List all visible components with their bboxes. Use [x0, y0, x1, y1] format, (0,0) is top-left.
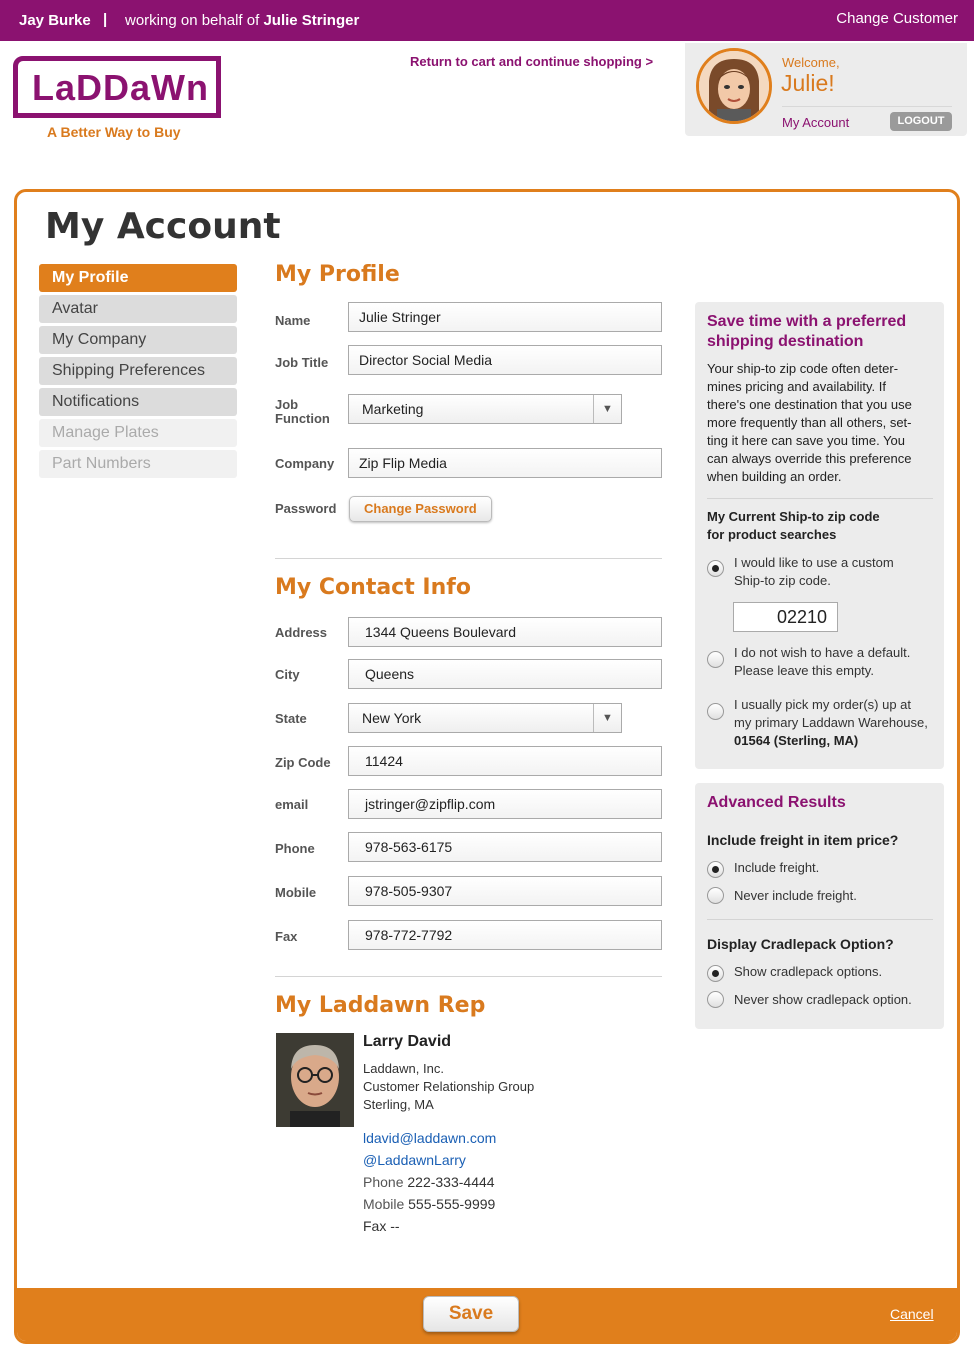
never-show-cradlepack-radio[interactable] — [707, 991, 724, 1008]
advanced-results-box — [695, 783, 944, 1029]
state-label: State — [275, 711, 307, 726]
sidenav-item-my-company[interactable]: My Company — [39, 326, 237, 354]
agent-name: Jay Burke — [19, 12, 91, 29]
avatar-cartoon-icon — [699, 51, 769, 121]
city-field[interactable]: Queens — [348, 659, 662, 689]
advanced-divider — [707, 919, 933, 920]
rep-location: Sterling, MA — [363, 1097, 434, 1112]
include-freight-label: Include freight. — [734, 860, 820, 875]
save-button[interactable]: Save — [423, 1296, 519, 1332]
cancel-link[interactable]: Cancel — [890, 1306, 934, 1322]
shipping-box-description — [707, 360, 912, 486]
shipping-box-heading — [707, 312, 906, 352]
user-box-divider — [782, 106, 952, 107]
mobile-label: Mobile — [275, 885, 317, 900]
rep-mobile — [363, 1196, 495, 1212]
never-include-freight-label: Never include freight. — [734, 888, 857, 903]
show-cradlepack-radio[interactable] — [707, 965, 724, 982]
job-title-field[interactable]: Director Social Media — [348, 345, 662, 375]
cradlepack-question: Display Cradlepack Option? — [707, 936, 894, 952]
logo-text: LaDDaWn — [32, 67, 209, 108]
sidenav-item-shipping-preferences[interactable]: Shipping Preferences — [39, 357, 237, 385]
rep-photo — [276, 1033, 354, 1127]
no-default-line2: Please leave this empty. — [734, 663, 874, 678]
email-label: email — [275, 797, 309, 812]
page-title: My Account — [45, 206, 281, 247]
chevron-down-icon: ▼ — [593, 395, 621, 423]
shipping-desc-line: when building an order. — [707, 469, 842, 484]
name-label: Name — [275, 313, 311, 328]
no-default-radio[interactable] — [707, 651, 724, 668]
customer-name: Julie Stringer — [263, 12, 360, 29]
address-field[interactable]: 1344 Queens Boulevard — [348, 617, 662, 647]
shipping-desc-line: can always override this preference — [707, 451, 912, 466]
welcome-text: Welcome, — [782, 55, 840, 70]
warehouse-pickup-option-label — [734, 696, 928, 750]
shipping-box-divider — [707, 498, 933, 499]
shipping-desc-line: more frequently than all others, set- — [707, 415, 912, 430]
rep-phone-value: 222-333-4444 — [407, 1174, 495, 1190]
state-value: New York — [362, 710, 422, 726]
ship-zip-question-line1: My Current Ship-to zip code — [707, 509, 880, 524]
account-panel — [14, 189, 960, 1344]
fax-label: Fax — [275, 929, 298, 944]
pickup-line2: my primary Laddawn Warehouse, — [734, 715, 928, 730]
pickup-line1: I usually pick my order(s) up at — [734, 697, 912, 712]
company-label: Company — [275, 456, 335, 471]
no-default-line1: I do not wish to have a default. — [734, 645, 911, 660]
rep-fax-label: Fax — [363, 1218, 387, 1234]
my-profile-heading: My Profile — [275, 262, 400, 287]
custom-zip-option-label — [734, 554, 894, 590]
job-function-label-line2: Function — [275, 411, 330, 426]
sidenav-item-part-numbers: Part Numbers — [39, 450, 237, 478]
return-to-cart-link[interactable]: Return to cart and continue shopping > — [410, 54, 654, 69]
pickup-warehouse-zip: 01564 (Sterling, MA) — [734, 733, 859, 748]
section-divider — [275, 558, 662, 559]
custom-zip-input[interactable]: 02210 — [733, 602, 838, 632]
on-behalf-prefix: working on behalf of — [125, 12, 260, 29]
job-title-label: Job Title — [275, 355, 329, 370]
chevron-down-icon: ▼ — [593, 704, 621, 732]
my-account-link[interactable]: My Account — [782, 115, 850, 130]
zip-code-label: Zip Code — [275, 755, 331, 770]
account-sidenav — [39, 264, 237, 481]
phone-field[interactable]: 978-563-6175 — [348, 832, 662, 862]
mobile-field[interactable]: 978-505-9307 — [348, 876, 662, 906]
change-password-button[interactable]: Change Password — [349, 496, 492, 522]
state-select[interactable] — [348, 703, 622, 733]
sidenav-item-manage-plates: Manage Plates — [39, 419, 237, 447]
rep-twitter-link[interactable]: @LaddawnLarry — [363, 1152, 466, 1168]
job-function-select[interactable] — [348, 394, 622, 424]
sidenav-item-my-profile[interactable]: My Profile — [39, 264, 237, 292]
section-divider — [275, 976, 662, 977]
show-cradlepack-label: Show cradlepack options. — [734, 964, 883, 979]
user-avatar[interactable] — [696, 48, 772, 124]
shipping-heading-line1: Save time with a preferred — [707, 313, 907, 330]
rep-name: Larry David — [363, 1033, 452, 1050]
warehouse-pickup-radio[interactable] — [707, 703, 724, 720]
city-label: City — [275, 667, 300, 682]
welcome-username: Julie! — [781, 70, 835, 96]
shipping-heading-line2: shipping destination — [707, 333, 864, 350]
my-rep-heading: My Laddawn Rep — [275, 993, 486, 1018]
panel-footer — [17, 1288, 957, 1341]
phone-label: Phone — [275, 841, 315, 856]
ship-zip-question — [707, 508, 880, 544]
custom-zip-radio[interactable] — [707, 560, 724, 577]
topbar-separator: | — [103, 11, 108, 28]
sidenav-item-notifications[interactable]: Notifications — [39, 388, 237, 416]
never-include-freight-radio[interactable] — [707, 887, 724, 904]
my-contact-info-heading: My Contact Info — [275, 575, 471, 600]
company-field[interactable]: Zip Flip Media — [348, 448, 662, 478]
on-behalf-text — [125, 12, 359, 29]
custom-zip-line2: Ship-to zip code. — [734, 573, 831, 588]
shipping-desc-line: Your ship-to zip code often deter- — [707, 361, 899, 376]
job-function-value: Marketing — [362, 401, 424, 417]
rep-fax-value: -- — [390, 1218, 400, 1234]
rep-email-link[interactable]: ldavid@laddawn.com — [363, 1130, 497, 1146]
password-label: Password — [275, 501, 337, 516]
preferred-shipping-box — [695, 302, 944, 769]
name-field[interactable]: Julie Stringer — [348, 302, 662, 332]
never-show-cradlepack-label: Never show cradlepack option. — [734, 992, 912, 1007]
ship-zip-question-line2: for product searches — [707, 527, 837, 542]
no-default-option-label — [734, 644, 910, 680]
shipping-desc-line: mines pricing and availability. If — [707, 379, 886, 394]
sidenav-item-avatar[interactable]: Avatar — [39, 295, 237, 323]
rep-phone-label: Phone — [363, 1174, 404, 1190]
job-function-label-line1: Job — [275, 397, 299, 412]
zip-code-field[interactable]: 11424 — [348, 746, 662, 776]
fax-field[interactable]: 978-772-7792 — [348, 920, 662, 950]
shipping-desc-line: ting it here can save you time. You — [707, 433, 906, 448]
address-label: Address — [275, 625, 328, 640]
advanced-results-heading: Advanced Results — [707, 794, 846, 811]
rep-portrait-icon — [276, 1033, 354, 1127]
shipping-desc-line: there's one destination that you use — [707, 397, 912, 412]
impersonation-bar — [0, 0, 974, 41]
rep-mobile-label: Mobile — [363, 1196, 405, 1212]
rep-fax — [363, 1218, 400, 1234]
email-field[interactable]: jstringer@zipflip.com — [348, 789, 662, 819]
rep-company: Laddawn, Inc. — [363, 1061, 444, 1076]
laddawn-logo[interactable] — [13, 56, 221, 118]
custom-zip-line1: I would like to use a custom — [734, 555, 894, 570]
logout-button[interactable]: LOGOUT — [890, 112, 952, 131]
rep-mobile-value: 555-555-9999 — [408, 1196, 496, 1212]
change-customer-link[interactable]: Change Customer — [836, 10, 958, 27]
rep-phone — [363, 1174, 495, 1190]
include-freight-radio[interactable] — [707, 861, 724, 878]
freight-question: Include freight in item price? — [707, 832, 899, 848]
rep-department: Customer Relationship Group — [363, 1079, 535, 1094]
logo-tagline: A Better Way to Buy — [47, 124, 181, 140]
job-function-label — [275, 398, 330, 426]
